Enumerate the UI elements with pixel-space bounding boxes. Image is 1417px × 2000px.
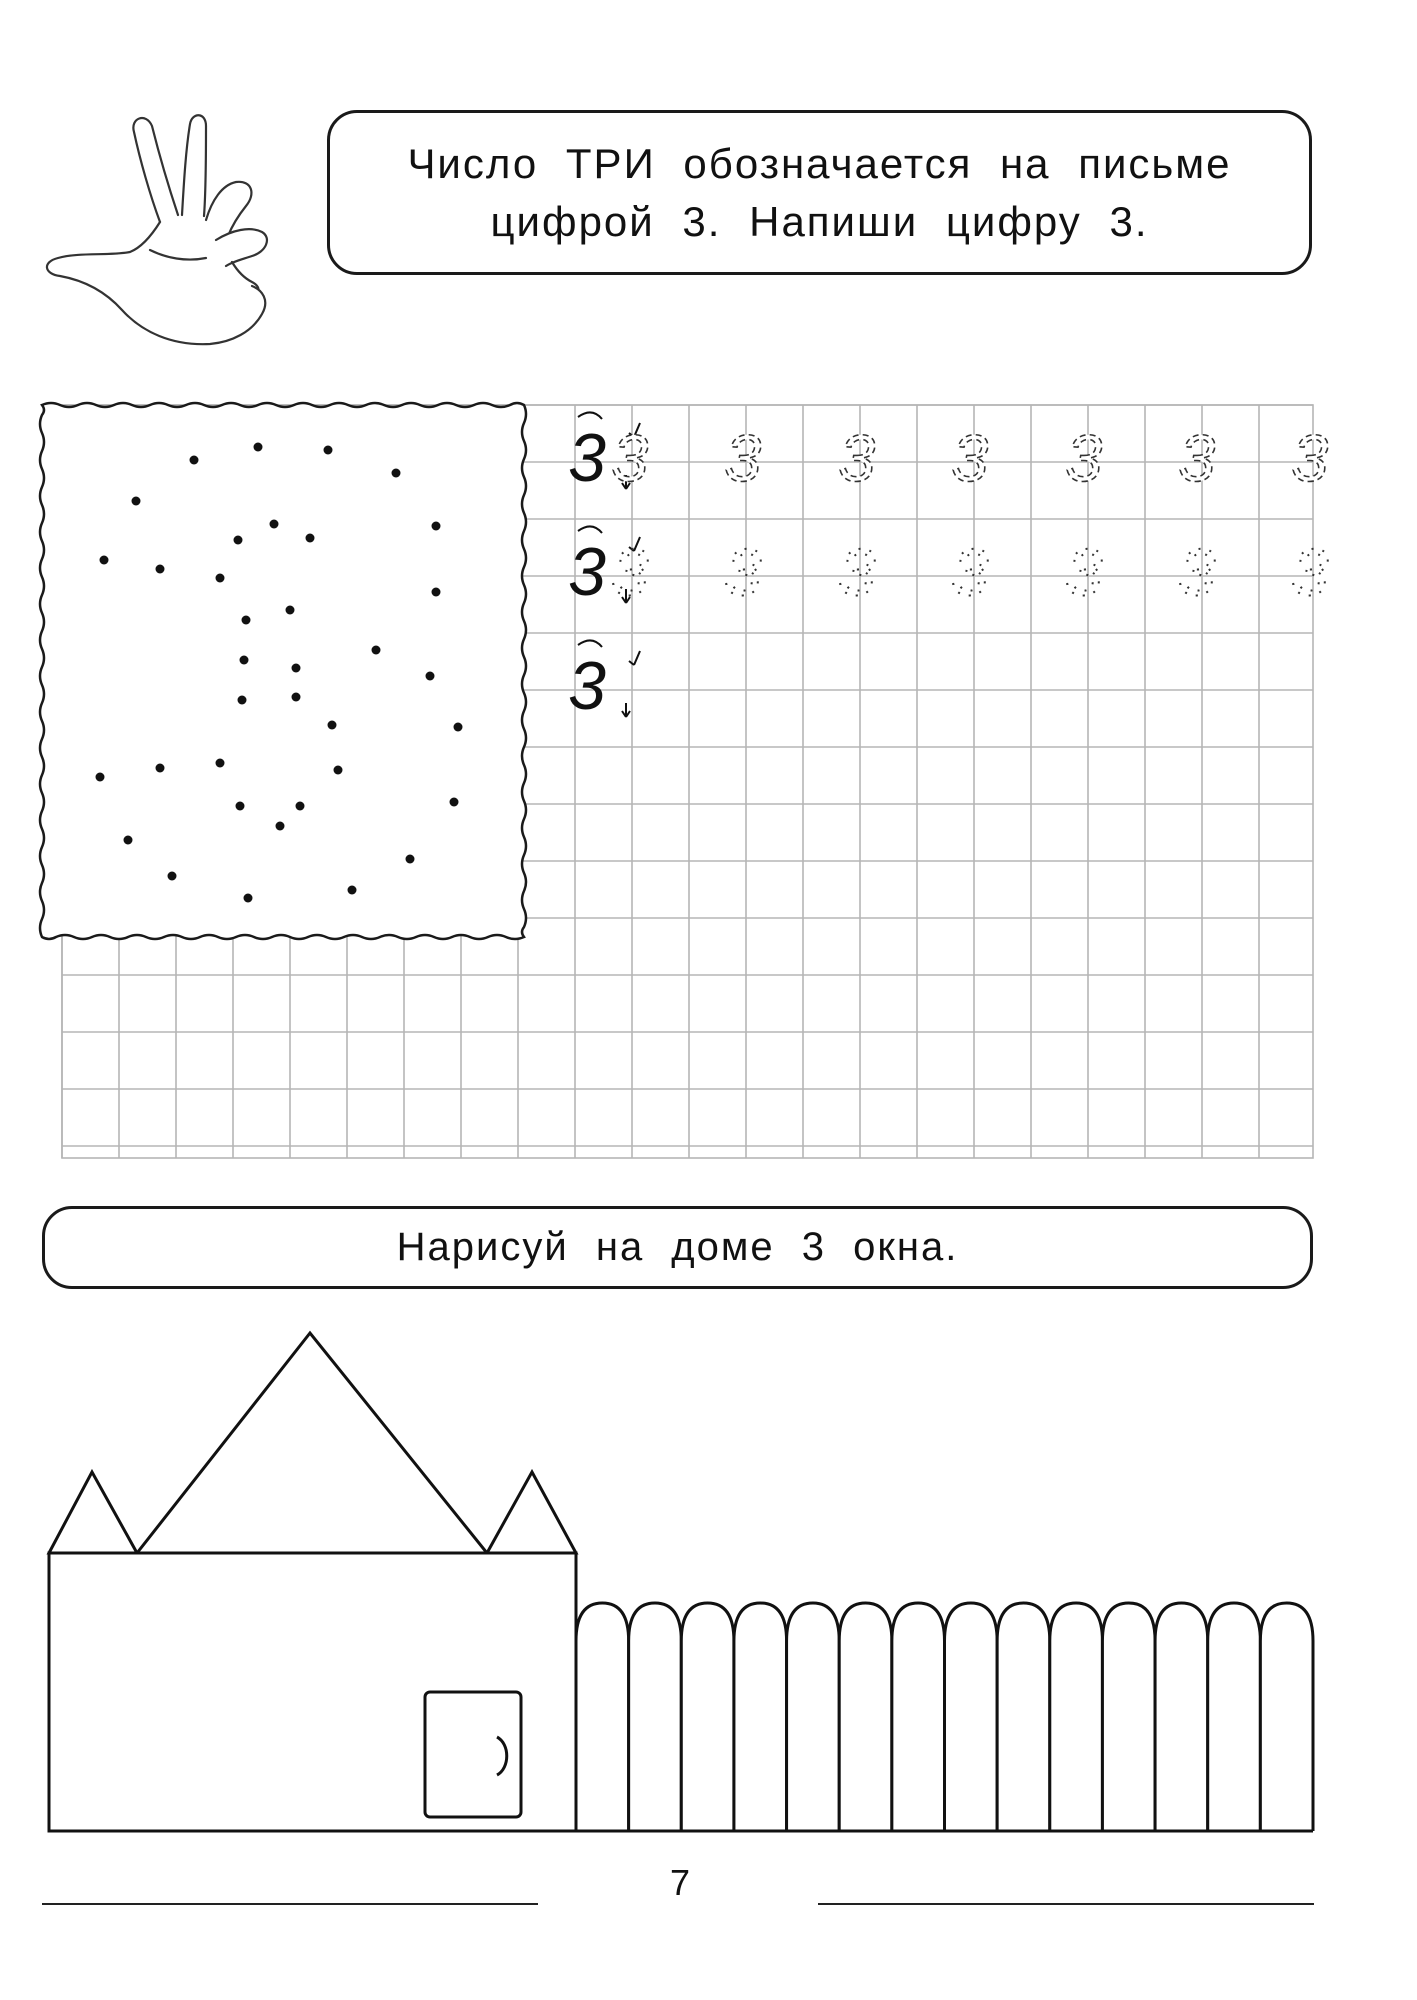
puzzle-dot [240,656,249,665]
fence-picket [997,1603,1050,1831]
puzzle-dot [156,764,165,773]
dotted-digit[interactable]: 3 [1065,535,1103,609]
traceable-digit[interactable]: 3 [838,421,876,495]
dotted-digit[interactable]: 3 [838,535,876,609]
puzzle-dot [348,886,357,895]
puzzle-dot [334,766,343,775]
instruction-draw-windows: Нарисуй на доме 3 окна. [396,1225,959,1269]
dotted-digit[interactable]: 3 [724,535,762,609]
fence-picket [576,1603,629,1831]
fence-picket [1260,1603,1313,1831]
puzzle-dot [156,565,165,574]
puzzle-dot [432,522,441,531]
dotted-digit[interactable]: 3 [1178,535,1216,609]
puzzle-dot [306,534,315,543]
footer-rule-right [818,1903,1314,1905]
puzzle-dot [236,802,245,811]
fence-picket [1208,1603,1261,1831]
footer-rule-left [42,1903,538,1905]
example-digit: 3 [568,648,606,724]
fence-picket [1102,1603,1155,1831]
puzzle-dot [406,855,415,864]
page-number: 7 [669,1862,691,1903]
traceable-digit[interactable]: 3 [724,421,762,495]
fence-picket [787,1603,840,1831]
fence-picket [945,1603,998,1831]
puzzle-dot [132,497,141,506]
puzzle-dot [124,836,133,845]
house-right-turret-roof [487,1472,576,1553]
puzzle-dot [328,721,337,730]
fence [576,1603,1313,1831]
fence-picket [1155,1603,1208,1831]
puzzle-dot [254,443,263,452]
puzzle-dot [292,664,301,673]
puzzle-dot [454,723,463,732]
puzzle-dot [296,802,305,811]
house-main-roof [137,1333,487,1553]
traceable-digit[interactable]: 3 [1178,421,1216,495]
puzzle-dot [96,773,105,782]
puzzle-dot [234,536,243,545]
instruction-box-top [327,110,1312,275]
puzzle-dot [190,456,199,465]
instruction-box-bottom [42,1206,1313,1289]
traceable-digit[interactable]: 3 [951,421,989,495]
fence-picket [892,1603,945,1831]
puzzle-dot [244,894,253,903]
puzzle-dot [286,606,295,615]
dotted-digit[interactable]: 3 [951,535,989,609]
puzzle-dot [292,693,301,702]
hand-three-fingers-icon [47,115,267,344]
puzzle-dot [242,616,251,625]
instruction-line-1: Число ТРИ обозначается на письме [407,139,1232,187]
instruction-line-2: цифрой 3. Напиши цифру 3. [490,197,1149,245]
dot-to-dot-puzzle [40,403,526,939]
puzzle-dot [276,822,285,831]
fence-picket [1050,1603,1103,1831]
dotted-digit[interactable]: 3 [611,535,649,609]
puzzle-dot [372,646,381,655]
puzzle-dot [324,446,333,455]
puzzle-dot [432,588,441,597]
puzzle-dot [238,696,247,705]
traceable-digit[interactable]: 3 [1291,421,1329,495]
house-drawing [49,1333,1313,1831]
dotted-digit[interactable]: 3 [1291,535,1329,609]
fence-picket [629,1603,682,1831]
puzzle-dot [270,520,279,529]
house-left-turret-roof [49,1472,137,1553]
puzzle-dot [450,798,459,807]
traceable-digit[interactable]: 3 [611,421,649,495]
fence-picket [839,1603,892,1831]
puzzle-dot [426,672,435,681]
example-digit: 3 [568,534,606,610]
puzzle-dot [216,574,225,583]
puzzle-dot [392,469,401,478]
example-digit: 3 [568,420,606,496]
traceable-digit[interactable]: 3 [1065,421,1103,495]
puzzle-dot [168,872,177,881]
fence-picket [681,1603,734,1831]
fence-picket [734,1603,787,1831]
puzzle-dot [216,759,225,768]
puzzle-dot [100,556,109,565]
